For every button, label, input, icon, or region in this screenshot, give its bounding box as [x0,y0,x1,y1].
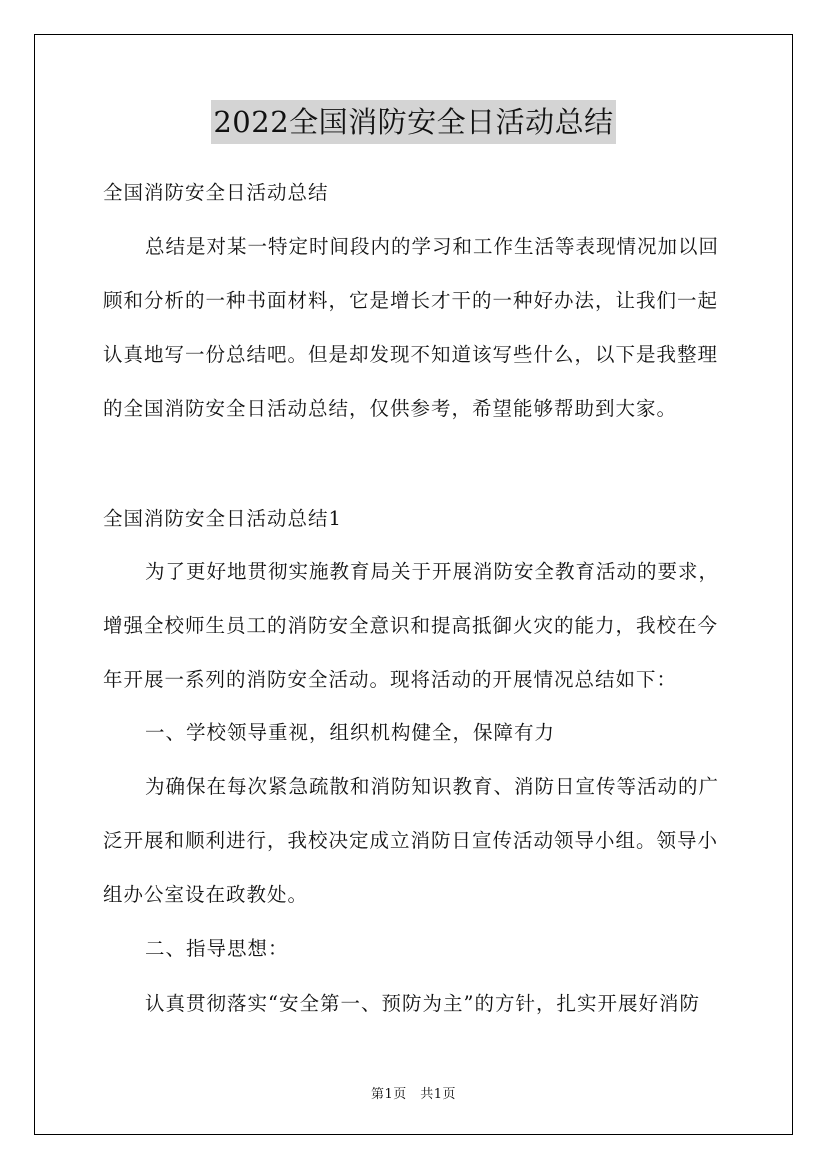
document-title: 2022全国消防安全日活动总结 [211,100,615,144]
paragraph-line: 认真地写一份总结吧。但是却发现不知道该写些什么，以下是我整理 [103,343,719,366]
subheading-line: 二、指导思想： [145,937,289,960]
paragraph-line: 顾和分析的一种书面材料，它是增长才干的一种好办法，让我们一起 [103,289,719,312]
page-number-footer: 第1页 共1页 [370,1087,457,1102]
paragraph-line: 泛开展和顺利进行，我校决定成立消防日宣传活动领导小组。领导小 [103,829,719,852]
paragraph-line: 年开展一系列的消防安全活动。现将活动的开展情况总结如下： [103,668,678,691]
paragraph-line: 为了更好地贯彻实施教育局关于开展消防安全教育活动的要求， [145,560,720,583]
paragraph-line: 总结是对某一特定时间段内的学习和工作生活等表现情况加以回 [145,235,720,258]
title-container [0,100,827,144]
paragraph-line: 的全国消防安全日活动总结，仅供参考，希望能够帮助到大家。 [103,397,678,420]
section-heading-intro: 全国消防安全日活动总结 [103,181,329,204]
section-heading-1: 全国消防安全日活动总结1 [103,507,342,530]
paragraph-line: 认真贯彻落实“安全第一、预防为主”的方针，扎实开展好消防 [145,992,700,1015]
subheading-line: 一、学校领导重视，组织机构健全，保障有力 [145,721,556,744]
paragraph-line: 为确保在每次紧急疏散和消防知识教育、消防日宣传等活动的广 [145,775,720,798]
paragraph-line: 增强全校师生员工的消防安全意识和提高抵御火灾的能力，我校在今 [103,614,719,637]
paragraph-line: 组办公室设在政教处。 [103,883,309,906]
